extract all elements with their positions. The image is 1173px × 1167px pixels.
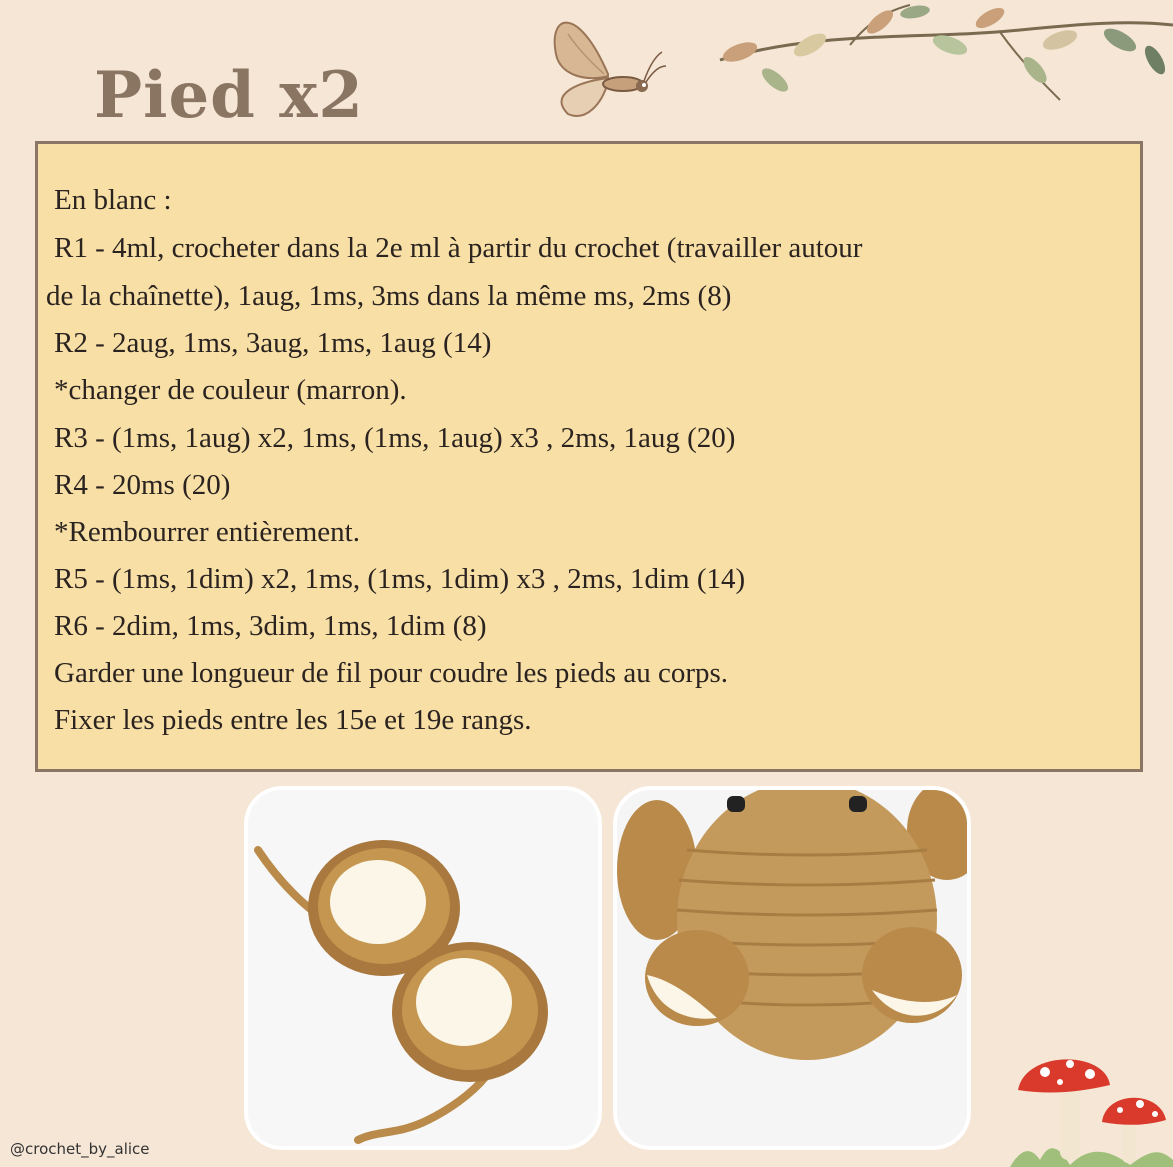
page-title: Pied x2 bbox=[94, 58, 364, 133]
pattern-line: R6 - 2dim, 1ms, 3dim, 1ms, 1dim (8) bbox=[54, 610, 487, 642]
pattern-line: En blanc : bbox=[54, 184, 172, 216]
pattern-line: R1 - 4ml, crocheter dans la 2e ml à partir du crochet (travailler autour bbox=[54, 232, 863, 264]
pattern-line: R5 - (1ms, 1dim) x2, 1ms, (1ms, 1dim) x3 , 2ms, 1dim (14) bbox=[54, 563, 746, 595]
author-credit: @crochet_by_alice bbox=[10, 1140, 150, 1158]
pattern-line: R3 - (1ms, 1aug) x2, 1ms, (1ms, 1aug) x3 , 2ms, 1aug (20) bbox=[54, 422, 736, 454]
mushrooms-icon bbox=[1010, 1040, 1173, 1167]
pattern-line: de la chaînette), 1aug, 1ms, 3ms dans la même ms, 2ms (8) bbox=[46, 280, 732, 312]
pattern-line: Garder une longueur de fil pour coudre les pieds au corps. bbox=[54, 657, 729, 689]
amigurumi-photo bbox=[617, 790, 967, 1146]
pattern-instructions bbox=[35, 141, 1143, 772]
feet-photo bbox=[248, 790, 598, 1146]
pattern-line: Fixer les pieds entre les 15e et 19e rangs. bbox=[54, 704, 532, 736]
butterfly-icon bbox=[538, 4, 668, 122]
pattern-line: R2 - 2aug, 1ms, 3aug, 1ms, 1aug (14) bbox=[54, 327, 492, 359]
branch-icon bbox=[700, 0, 1173, 115]
pattern-line: R4 - 20ms (20) bbox=[54, 469, 231, 501]
pattern-line: *changer de couleur (marron). bbox=[54, 374, 407, 406]
pattern-line: *Rembourrer entièrement. bbox=[54, 516, 360, 548]
